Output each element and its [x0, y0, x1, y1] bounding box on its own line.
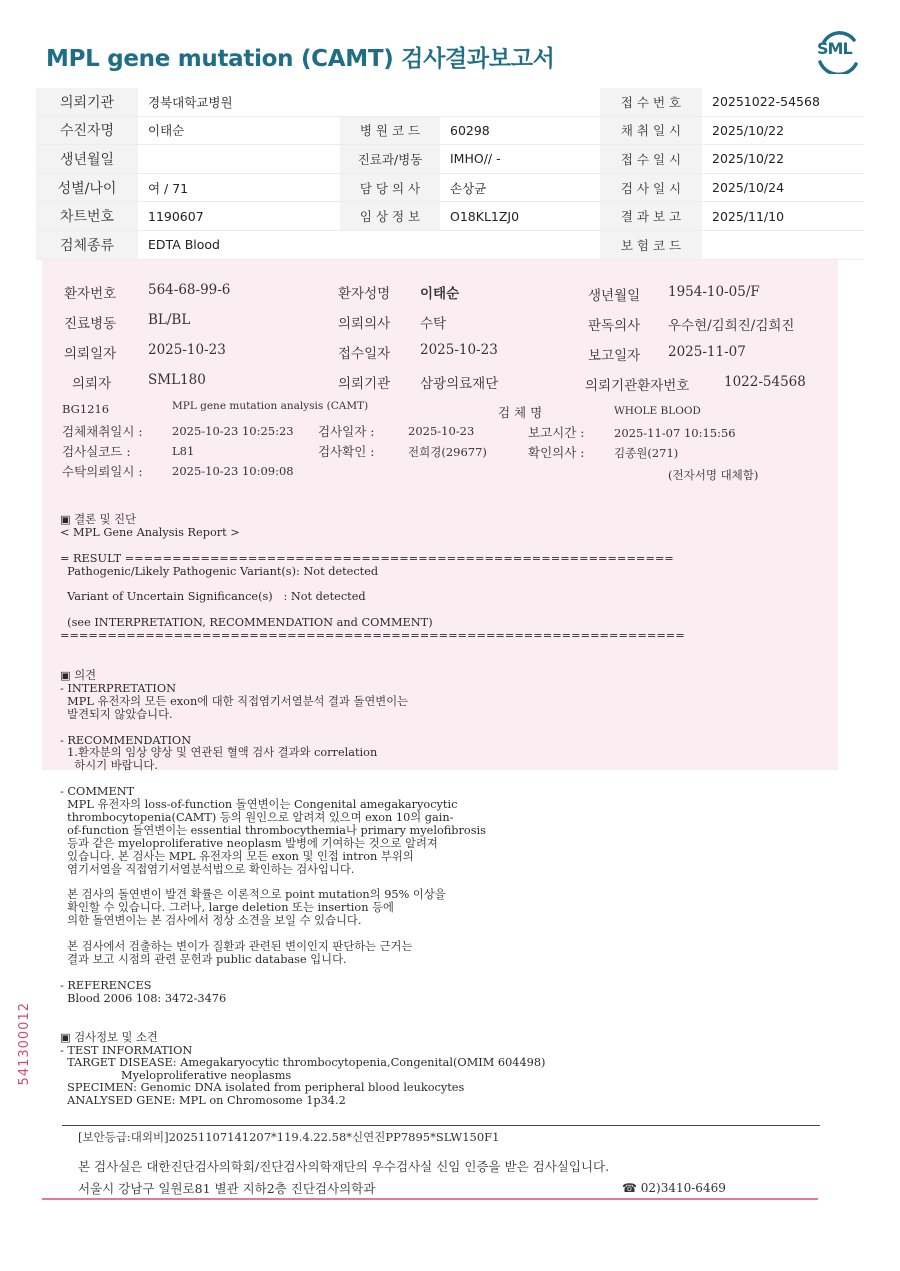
consign-label: 수탁의뢰일시 :: [62, 464, 143, 479]
report-line: Myeloproliferative neoplasms: [60, 1068, 292, 1082]
report-line: ==================================================================: [60, 629, 685, 643]
requester-value: SML180: [148, 372, 206, 388]
inst-pid-label: 의뢰기관환자번호: [585, 378, 690, 394]
consign-value: 2025-10-23 10:09:08: [172, 464, 294, 478]
header-value: 2025/10/22: [712, 151, 785, 167]
room-label: 검사실코드 :: [62, 444, 131, 459]
result-section: [60, 514, 685, 643]
confirm-doc-value: 김종원(271): [614, 446, 679, 460]
report-line: - COMMENT: [60, 785, 135, 799]
header-label: 의뢰기관: [36, 88, 138, 116]
name-value: 이태순: [420, 286, 460, 302]
header-value: IMHO// -: [450, 151, 501, 167]
inst-value: 삼광의료재단: [420, 376, 499, 392]
header-value: 1190607: [148, 208, 204, 224]
test-info-section: [60, 1032, 545, 1107]
opinion-section: [60, 670, 486, 1006]
doctor-label: 의뢰의사: [338, 316, 391, 332]
report-time-label: 보고시간 :: [528, 425, 585, 440]
report-line: - RECOMMENDATION: [60, 733, 192, 747]
lab-phone: ☎ 02)3410-6469: [622, 1181, 726, 1195]
doctor-value: 수탁: [420, 316, 447, 332]
test-date-value: 2025-10-23: [408, 424, 475, 438]
security-line: [보안등급:대외비]20251107141207*119.4.22.58*신연진PP7895*SLW150F1: [78, 1130, 500, 1144]
specimen-value: WHOLE BLOOD: [614, 405, 701, 417]
req-date-value: 2025-10-23: [148, 342, 226, 358]
report-line: - TEST INFORMATION: [60, 1043, 193, 1057]
logo-text: SML: [817, 39, 852, 58]
report-line: 본 검사에서 검출하는 변이가 질환과 관련된 변이인지 판단하는 근거는: [60, 940, 413, 954]
dob-label: 생년월일: [588, 288, 641, 304]
report-line: TARGET DISEASE: Amegakaryocytic thrombocytopenia,Congenital(OMIM 604498): [60, 1056, 546, 1069]
header-row: [36, 231, 864, 260]
header-label: 진료과/병동: [340, 145, 440, 173]
report-line: - REFERENCES: [60, 978, 152, 992]
header-label: 보 험 코 드: [600, 231, 702, 259]
report-line: [60, 967, 486, 980]
inst-pid-value: 1022-54568: [724, 374, 806, 390]
header-label: 병 원 코 드: [340, 117, 440, 145]
header-value: O18KL1ZJ0: [450, 208, 520, 224]
header-value: 경북대학교병원: [148, 94, 233, 110]
report-line: ANALYSED GENE: MPL on Chromosome 1p34.2: [60, 1093, 346, 1107]
confirm-value: 전희경(29677): [408, 445, 487, 459]
collect-value: 2025-10-23 10:25:23: [172, 424, 294, 438]
report-line: 발견되지 않았습니다.: [60, 707, 173, 721]
report-line: - INTERPRETATION: [60, 681, 176, 695]
report-line: SPECIMEN: Genomic DNA isolated from peripheral blood leukocytes: [60, 1081, 465, 1094]
report-line: 1.환자분의 임상 양상 및 연관된 혈액 검사 결과와 correlation: [60, 746, 378, 760]
report-line: Variant of Uncertain Significance(s) : Not detected: [60, 590, 366, 604]
report-line: 등과 같은 myeloproliferative neoplasm 발병에 기여하는 것으로 알려져: [60, 836, 438, 850]
lab-address: 서울시 강남구 일원로81 별관 지하2층 진단검사의학과: [78, 1181, 376, 1196]
name-label: 환자성명: [338, 286, 391, 302]
report-line: 확인할 수 있습니다. 그러나, large deletion 또는 insertion 등에: [60, 901, 394, 915]
header-value: EDTA Blood: [148, 237, 220, 253]
header-value: [138, 145, 340, 173]
report-title: MPL gene mutation (CAMT) 검사결과보고서: [46, 46, 555, 72]
req-date-label: 의뢰일자: [64, 346, 117, 362]
header-label: [340, 88, 440, 116]
scanned-report: [0, 262, 900, 1271]
divider-top: [62, 1125, 820, 1126]
header-value: 2025/11/10: [712, 208, 785, 224]
header-label: 성별/나이: [36, 174, 138, 202]
confirm-doc-label: 확인의사 :: [528, 445, 585, 460]
report-line: MPL 유전자의 loss-of-function 돌연변이는 Congenital amegakaryocytic: [60, 798, 458, 812]
test-date-label: 검사일자 :: [318, 424, 375, 439]
pid-value: 564-68-99-6: [148, 282, 231, 298]
report-line: ▣ 결론 및 진단: [60, 513, 137, 526]
rpt-date-label: 보고일자: [588, 348, 641, 364]
report-time-value: 2025-11-07 10:15:56: [614, 426, 736, 440]
rpt-date-value: 2025-11-07: [668, 344, 746, 360]
report-line: < MPL Gene Analysis Report >: [60, 525, 240, 539]
header-label: 접 수 번 호: [600, 88, 702, 116]
report-line: ▣ 의견: [60, 669, 97, 682]
report-line: [60, 722, 486, 735]
report-line: ▣ 검사정보 및 소견: [60, 1031, 158, 1044]
header-label: 임 상 정 보: [340, 202, 440, 230]
report-line: 의한 돌연변이는 본 검사에서 정상 소견을 보일 수 있습니다.: [60, 914, 362, 928]
reader-value: 우수현/김희진/김희진: [668, 318, 795, 334]
header-label: 차트번호: [36, 202, 138, 230]
header-value: 60298: [450, 122, 490, 138]
header-value: 손상균: [450, 180, 487, 196]
header-value: 이태순: [148, 123, 185, 139]
header-label: 결 과 보 고: [600, 202, 702, 230]
side-barcode-number: [15, 1002, 37, 1132]
report-line: [60, 540, 685, 553]
report-line: 본 검사의 돌연변이 발견 확률은 이론적으로 point mutation의 95% 이상을: [60, 888, 446, 902]
header-row: [36, 145, 864, 174]
test-name: MPL gene mutation analysis (CAMT): [172, 400, 369, 412]
report-line: 하시기 바랍니다.: [60, 759, 158, 773]
header-value: 2025/10/24: [712, 180, 785, 196]
report-line: (see INTERPRETATION, RECOMMENDATION and COMMENT): [60, 616, 433, 630]
header-row: [36, 88, 864, 117]
header-label: 수진자명: [36, 117, 138, 145]
test-code: BG1216: [62, 402, 110, 416]
specimen-label: 검 체 명: [498, 405, 543, 420]
header-label: 검체종류: [36, 231, 138, 259]
report-line: Blood 2006 108: 3472-3476: [60, 991, 227, 1005]
requester-label: 의뢰자: [72, 376, 112, 392]
report-line: Pathogenic/Likely Pathogenic Variant(s): Not detected: [60, 564, 379, 578]
header-row: [36, 202, 864, 231]
header-info-table: [36, 88, 864, 260]
reader-label: 판독의사: [588, 318, 641, 334]
room-value: L81: [172, 444, 195, 458]
sml-logo: [814, 30, 862, 74]
collect-label: 검체채취일시 :: [62, 424, 143, 439]
esign-note: (전자서명 대체함): [668, 468, 759, 482]
header-label: 채 취 일 시: [600, 117, 702, 145]
inst-label: 의뢰기관: [338, 376, 391, 392]
ward-label: 진료병동: [64, 316, 117, 332]
header-value: [440, 88, 600, 116]
report-line: thrombocytopenia(CAMT) 등의 원인으로 알려져 있으며 exon 10의 gain-: [60, 810, 454, 824]
report-line: MPL 유전자의 모든 exon에 대한 직접염기서열분석 결과 돌연변이는: [60, 694, 409, 708]
header-value: [440, 231, 600, 259]
report-line: of-function 돌연변이는 essential thrombocythemia나 primary myelofibrosis: [60, 823, 486, 837]
header-label: 접 수 일 시: [600, 145, 702, 173]
dob-value: 1954-10-05/F: [668, 284, 760, 300]
header-value: 2025/10/22: [712, 122, 785, 138]
header-value: 여 / 71: [148, 180, 189, 196]
header-label: [340, 231, 440, 259]
report-line: 있습니다. 본 검사는 MPL 유전자의 모든 exon 및 인접 intron 부위의: [60, 849, 414, 863]
header-label: 담 당 의 사: [340, 174, 440, 202]
header-label: 검 사 일 시: [600, 174, 702, 202]
report-line: 염기서열을 직접염기서열분석법으로 확인하는 검사입니다.: [60, 862, 355, 876]
rcv-date-label: 접수일자: [338, 346, 391, 362]
report-line: = RESULT ==========================================================: [60, 551, 674, 565]
report-line: 결과 보고 시점의 관련 문헌과 public database 입니다.: [60, 952, 347, 966]
side-code: 541300012: [17, 1002, 32, 1086]
divider-bottom: [42, 1198, 818, 1200]
header-row: [36, 174, 864, 203]
pid-label: 환자번호: [64, 286, 117, 302]
certification-note: 본 검사실은 대한진단검사의학회/진단검사의학재단의 우수검사실 신임 인증을 받은 검사실입니다.: [78, 1159, 610, 1174]
header-value: [702, 231, 864, 259]
header-label: 생년월일: [36, 145, 138, 173]
header-value: 20251022-54568: [712, 94, 820, 110]
confirm-label: 검사확인 :: [318, 444, 375, 459]
header-row: [36, 117, 864, 146]
rcv-date-value: 2025-10-23: [420, 342, 498, 358]
ward-value: BL/BL: [148, 312, 191, 328]
